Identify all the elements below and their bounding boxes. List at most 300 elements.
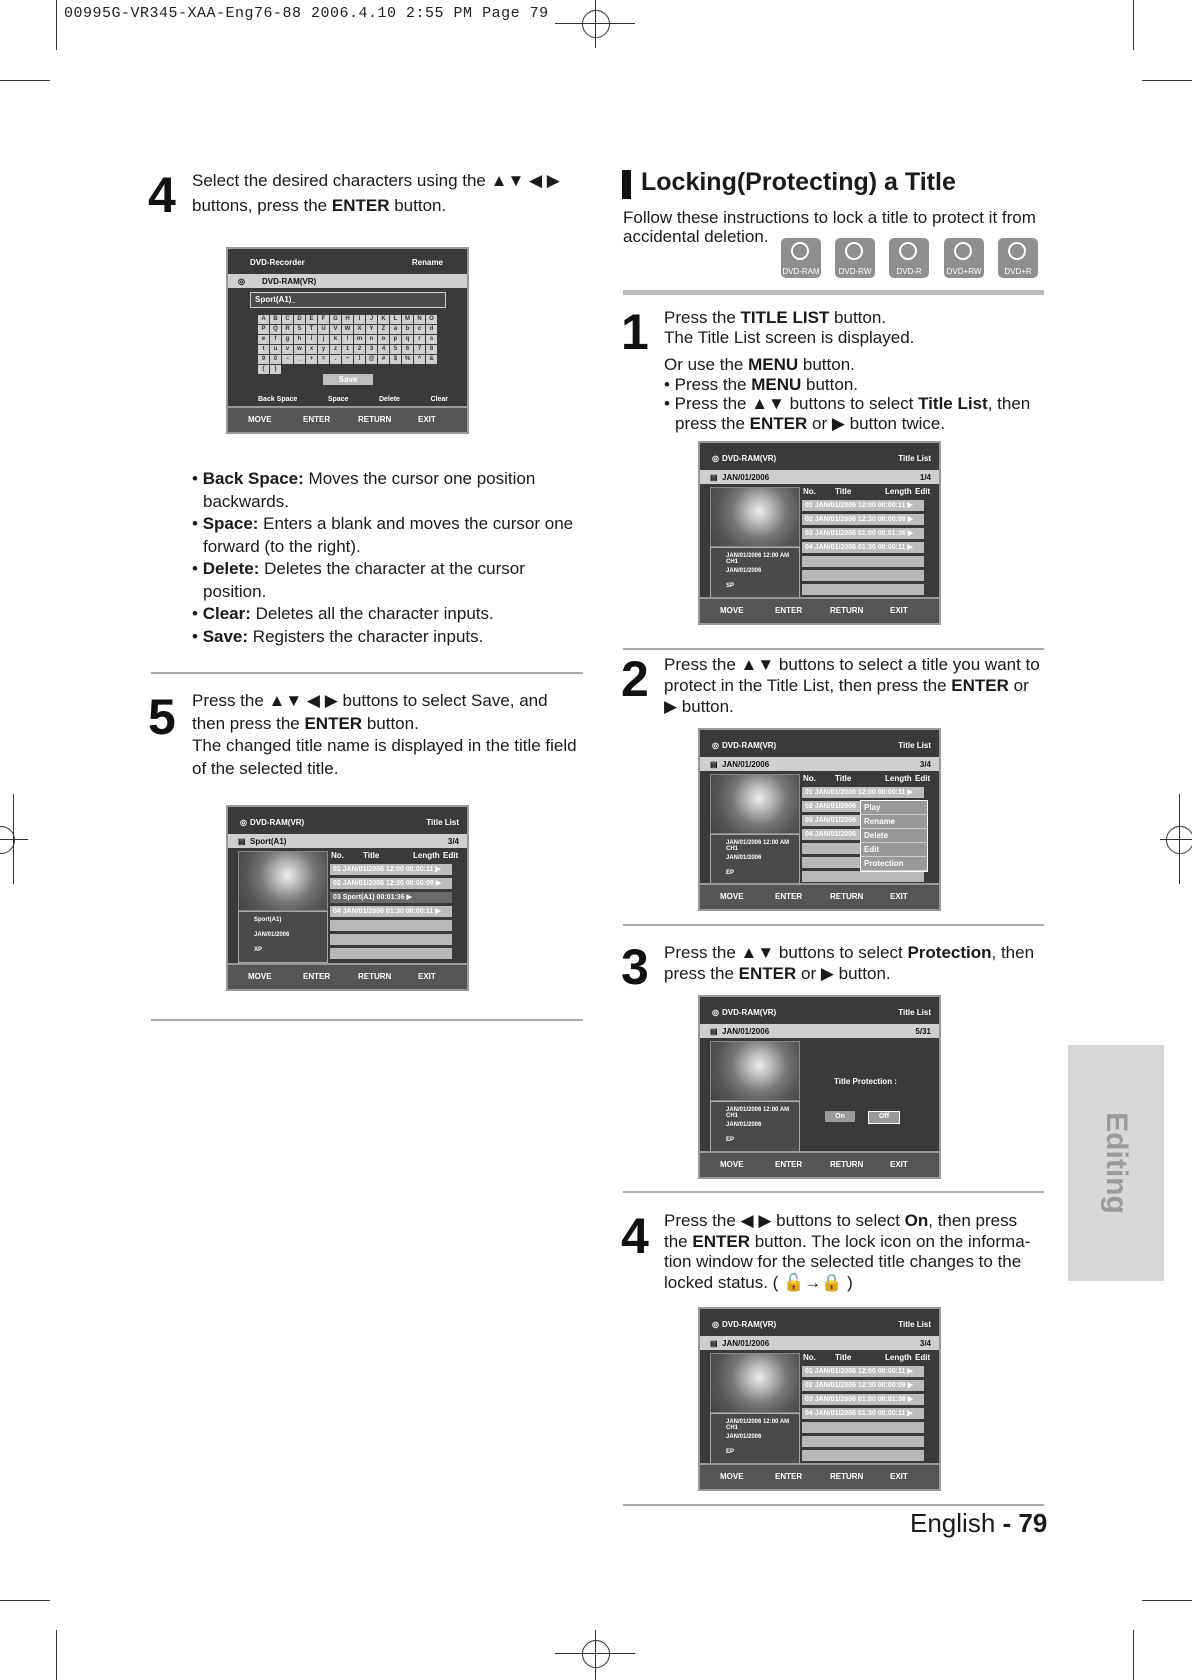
step-number: 2 <box>621 651 649 707</box>
step-1-text <box>664 308 1064 433</box>
side-tab-label: Editing <box>1100 1112 1133 1214</box>
dvd-plus-rw-icon: DVD+RW <box>944 238 984 278</box>
disc-label: DVD-RAM(VR) <box>250 818 305 827</box>
col-length: Length <box>885 487 912 496</box>
key-button[interactable]: I <box>354 315 365 324</box>
key-button[interactable]: = <box>318 355 329 364</box>
info-date: JAN/01/2006 <box>726 1122 762 1128</box>
exit-label: EXIT <box>418 415 436 424</box>
move-label: MOVE <box>720 1160 744 1169</box>
info-mode: SP <box>726 583 735 589</box>
table-row-empty <box>802 570 924 581</box>
key-button[interactable]: . <box>330 355 341 364</box>
key-button[interactable]: t <box>258 345 269 354</box>
key-button[interactable]: Y <box>366 325 377 334</box>
key-button[interactable]: D <box>294 315 305 324</box>
key-button[interactable]: h <box>294 335 305 344</box>
key-button[interactable]: a <box>390 325 401 334</box>
crop-mark <box>56 0 57 50</box>
divider <box>623 648 1044 650</box>
enter-label: ENTER <box>775 606 803 615</box>
table-row[interactable]: 02 JAN/01/2006 12:30 00:00:09 ▶ <box>802 514 924 525</box>
registration-line <box>1160 839 1192 840</box>
step-number: 4 <box>148 167 176 223</box>
step-line: press the ENTER or ▶ button twice. <box>675 413 946 433</box>
title-count: 1/4 <box>919 473 931 482</box>
bullet-space: • Space: Enters a blank and moves the cursor one <box>192 514 574 533</box>
title-count: 5/31 <box>915 1027 931 1036</box>
title-name: Sport(A1) <box>250 837 287 846</box>
key-button[interactable]: y <box>318 345 329 354</box>
divider <box>623 924 1044 926</box>
table-row[interactable]: 04 JAN/01/2006 <box>802 829 924 840</box>
key-button[interactable]: ! <box>354 355 365 364</box>
enter-label: ENTER <box>775 1160 803 1169</box>
title-bar <box>228 834 467 848</box>
move-label: MOVE <box>248 972 272 981</box>
bullet-cont: backwards. <box>203 491 289 511</box>
key-button[interactable]: n <box>366 335 377 344</box>
key-button[interactable]: w <box>294 345 305 354</box>
step-line: tion window for the selected title changes to the <box>664 1252 1022 1271</box>
title-icon: ▤ <box>238 837 246 846</box>
title-list-screen <box>226 805 469 991</box>
col-edit: Edit <box>915 774 931 783</box>
footer-dash: - <box>995 1508 1019 1538</box>
info-title: JAN/01/2006 12:00 AM CH1 <box>726 1107 790 1119</box>
popup-delete[interactable]: Delete <box>861 829 927 843</box>
screen-mode: Title List <box>898 1320 931 1329</box>
key-button[interactable]: % <box>402 355 413 364</box>
title-list-screen-4 <box>698 1307 941 1491</box>
disc-icon: ◎ <box>712 1320 719 1329</box>
key-button[interactable]: f <box>270 335 281 344</box>
key-button[interactable]: O <box>426 315 437 324</box>
disc-bar <box>228 274 467 288</box>
screen-nav <box>228 963 467 989</box>
disc-icon: ◎ <box>712 741 719 750</box>
key-button[interactable]: b <box>402 325 413 334</box>
step-line: Press the TITLE LIST button. <box>664 308 887 327</box>
title-bar <box>700 1024 939 1038</box>
thumbnail <box>710 774 800 834</box>
key-button[interactable]: K <box>378 315 389 324</box>
page-footer <box>910 1508 1047 1539</box>
divider <box>151 672 583 674</box>
key-button[interactable]: v <box>282 345 293 354</box>
col-title: Title <box>835 774 852 783</box>
disc-label: DVD-RAM(VR) <box>722 741 777 750</box>
dvd-rw-icon: DVD-RW <box>835 238 875 278</box>
title-icon: ▤ <box>710 1027 718 1036</box>
step-line: Press the ▲▼ ◀ ▶ buttons to select Save, and <box>192 691 548 710</box>
title-name: JAN/01/2006 <box>722 1339 770 1348</box>
info-window <box>710 834 800 886</box>
dvd-plus-r-icon: DVD+R <box>998 238 1038 278</box>
key-button[interactable]: 1 <box>342 345 353 354</box>
key-button[interactable]: W <box>342 325 353 334</box>
key-button[interactable]: p <box>390 335 401 344</box>
thumbnail <box>238 851 328 911</box>
table-row-empty <box>802 556 924 567</box>
key-button[interactable]: G <box>330 315 341 324</box>
key-button[interactable]: ^ <box>414 355 425 364</box>
key-button[interactable]: k <box>330 335 341 344</box>
step-line: the ENTER button. The lock icon on the informa- <box>664 1231 1031 1251</box>
bullet-list <box>192 468 592 648</box>
title-name: JAN/01/2006 <box>722 473 770 482</box>
table-row[interactable]: 03 JAN/01/2006 01:00 00:01:36 ▶ <box>802 528 924 539</box>
exit-label: EXIT <box>890 606 908 615</box>
key-button[interactable]: P <box>258 325 269 334</box>
key-button[interactable]: r <box>414 335 425 344</box>
key-button[interactable]: Q <box>270 325 281 334</box>
info-date: JAN/01/2006 <box>726 568 762 574</box>
info-window <box>710 1101 800 1153</box>
key-button[interactable]: 7 <box>414 345 425 354</box>
key-button[interactable]: q <box>402 335 413 344</box>
key-button[interactable]: H <box>342 315 353 324</box>
step-number: 4 <box>621 1208 649 1264</box>
bullet-cont: position. <box>203 581 267 601</box>
crop-mark <box>1142 80 1192 81</box>
key-button[interactable]: e <box>258 335 269 344</box>
protection-prompt: Title Protection : <box>834 1077 897 1086</box>
divider <box>623 1191 1044 1193</box>
key-button[interactable]: # <box>378 355 389 364</box>
registration-mark <box>582 10 610 38</box>
step-line: Select the desired characters using the ▲▼ ◀ ▶ <box>192 171 560 190</box>
hint-clear: Clear <box>430 396 448 403</box>
title-icon: ▤ <box>710 760 718 769</box>
screen-mode: Title List <box>898 741 931 750</box>
screen-mode: Title List <box>898 1008 931 1017</box>
return-label: RETURN <box>830 606 864 615</box>
col-edit: Edit <box>443 851 459 860</box>
popup-protection[interactable]: Protection <box>861 857 927 871</box>
key-button[interactable]: F <box>318 315 329 324</box>
step-line: press the ENTER or ▶ button. <box>664 964 891 983</box>
divider <box>151 1019 583 1021</box>
col-title: Title <box>835 1353 852 1362</box>
crop-mark <box>1142 1600 1192 1601</box>
title-bar <box>700 1336 939 1350</box>
step-line: The Title List screen is displayed. <box>664 327 915 347</box>
screen-nav <box>700 1463 939 1489</box>
info-date: JAN/01/2006 <box>726 1434 762 1440</box>
step-line: Press the ◀ ▶ buttons to select On, then press <box>664 1211 1018 1230</box>
table-row-empty <box>802 1450 924 1461</box>
title-list-screen-2 <box>698 728 941 911</box>
character-keyboard[interactable] <box>258 315 437 374</box>
crop-mark <box>1133 0 1134 50</box>
exit-label: EXIT <box>890 1160 908 1169</box>
title-bar <box>700 470 939 484</box>
protection-on-button[interactable]: On <box>825 1111 855 1122</box>
key-button[interactable]: N <box>414 315 425 324</box>
key-button[interactable]: i <box>306 335 317 344</box>
key-button[interactable]: L <box>390 315 401 324</box>
info-window <box>710 1413 800 1465</box>
screen-nav <box>700 883 939 909</box>
key-button[interactable]: 8 <box>426 345 437 354</box>
key-button[interactable]: J <box>366 315 377 324</box>
protection-off-button[interactable]: Off <box>868 1111 900 1124</box>
screen-mode: Title List <box>898 454 931 463</box>
thumbnail <box>710 487 800 547</box>
screen-mode: Rename <box>411 258 443 267</box>
key-button[interactable]: Z <box>378 325 389 334</box>
key-button[interactable]: @ <box>366 355 377 364</box>
key-button[interactable]: z <box>330 345 341 354</box>
page-title: Locking(Protecting) a Title <box>641 168 956 196</box>
return-label: RETURN <box>830 1472 864 1481</box>
key-button[interactable]: 4 <box>378 345 389 354</box>
return-label: RETURN <box>358 972 392 981</box>
key-button[interactable]: ) <box>270 365 281 374</box>
move-label: MOVE <box>720 1472 744 1481</box>
screen-nav <box>700 597 939 623</box>
rename-input[interactable]: Sport(A1)_ <box>250 292 446 308</box>
key-button[interactable]: X <box>354 325 365 334</box>
bullet-save: • Save: Registers the character inputs. <box>192 626 484 646</box>
table-row[interactable]: 03 JAN/01/2006 01:00 00:01:36 ▶ <box>802 1394 924 1405</box>
registration-line <box>595 1630 596 1680</box>
table-row-selected[interactable]: 03 Sport(A1) 00:01:36 ▶ <box>330 892 452 903</box>
key-button[interactable]: A <box>258 315 269 324</box>
table-row-empty <box>802 871 924 882</box>
title-icon: ▤ <box>710 473 718 482</box>
disc-label: DVD-RAM(VR) <box>722 1008 777 1017</box>
col-no: No. <box>803 774 816 783</box>
title-count: 3/4 <box>919 1339 931 1348</box>
col-length: Length <box>413 851 440 860</box>
step-line: Press the ▲▼ buttons to select Protection, then <box>664 943 1035 962</box>
title-name: JAN/01/2006 <box>722 760 770 769</box>
table-row-empty <box>802 1436 924 1447</box>
key-button[interactable]: + <box>306 355 317 364</box>
col-title: Title <box>363 851 380 860</box>
info-window <box>238 911 328 963</box>
table-row[interactable]: 01 JAN/01/2006 12:00 00:00:11 ▶ <box>330 864 452 875</box>
key-button[interactable]: 0 <box>270 355 281 364</box>
key-button[interactable]: T <box>306 325 317 334</box>
key-button[interactable]: d <box>426 325 437 334</box>
info-date: JAN/01/2006 <box>254 932 290 938</box>
info-title: Sport(A1) <box>254 917 282 923</box>
move-label: MOVE <box>248 415 272 424</box>
info-mode: EP <box>726 870 735 876</box>
rename-hints <box>258 396 448 403</box>
col-title: Title <box>835 487 852 496</box>
info-title: JAN/01/2006 12:00 AM CH1 <box>726 840 790 852</box>
registration-line <box>595 0 596 48</box>
screen-nav <box>228 406 467 432</box>
popup-play[interactable]: Play <box>861 801 927 815</box>
key-button[interactable]: j <box>318 335 329 344</box>
col-length: Length <box>885 1353 912 1362</box>
step-line: ▶ button. <box>664 697 734 716</box>
registration-line <box>0 839 28 840</box>
step-2-text <box>664 654 1064 717</box>
info-title: JAN/01/2006 12:00 AM CH1 <box>726 1419 790 1431</box>
step-line: protect in the Title List, then press the ENTER or <box>664 676 1029 695</box>
enter-label: ENTER <box>303 415 331 424</box>
screen-nav <box>700 1151 939 1177</box>
info-mode: XP <box>254 947 263 953</box>
key-button[interactable]: C <box>282 315 293 324</box>
key-button[interactable]: M <box>402 315 413 324</box>
table-row[interactable]: 03 JAN/01/2006 <box>802 815 924 826</box>
key-button[interactable]: 5 <box>390 345 401 354</box>
col-edit: Edit <box>915 487 931 496</box>
enter-label: ENTER <box>775 1472 803 1481</box>
col-length: Length <box>885 774 912 783</box>
table-row-empty <box>802 1422 924 1433</box>
disc-icon: ◎ <box>240 818 247 827</box>
screen-title: DVD-Recorder <box>250 258 305 267</box>
bullet-back-space: • Back Space: Moves the cursor one position <box>192 469 536 488</box>
key-button[interactable]: 2 <box>354 345 365 354</box>
return-label: RETURN <box>358 415 392 424</box>
table-row[interactable]: 02 JAN/01/2006 12:30 00:00:09 ▶ <box>802 1380 924 1391</box>
key-button[interactable]: E <box>306 315 317 324</box>
table-row[interactable]: 04 JAN/01/2006 01:30 00:00:11 ▶ <box>330 906 452 917</box>
step-line: The changed title name is displayed in the title field <box>192 736 577 755</box>
key-button[interactable]: _ <box>294 355 305 364</box>
return-label: RETURN <box>830 892 864 901</box>
col-edit: Edit <box>915 1353 931 1362</box>
title-icon: ▤ <box>710 1339 718 1348</box>
disc-label: DVD-RAM(VR) <box>262 277 317 286</box>
table-row-empty <box>330 934 452 945</box>
key-button[interactable]: ~ <box>342 355 353 364</box>
exit-label: EXIT <box>890 892 908 901</box>
key-button[interactable]: c <box>414 325 425 334</box>
table-row-empty <box>802 584 924 595</box>
save-key[interactable]: Save <box>323 374 373 385</box>
key-button[interactable]: o <box>378 335 389 344</box>
key-button[interactable]: R <box>282 325 293 334</box>
title-list-screen-1 <box>698 441 941 625</box>
step-line: • Press the MENU button. <box>664 374 858 394</box>
section-divider <box>623 290 1044 295</box>
key-button[interactable]: 9 <box>258 355 269 364</box>
key-button[interactable]: $ <box>390 355 401 364</box>
key-button[interactable]: - <box>282 355 293 364</box>
page-number: 79 <box>1018 1508 1048 1538</box>
step-3-text <box>664 942 1064 984</box>
bullet-cont: forward (to the right). <box>203 536 361 556</box>
step-line: Or use the MENU button. <box>664 355 855 374</box>
disc-icon: ◎ <box>238 277 245 286</box>
key-button[interactable]: s <box>426 335 437 344</box>
key-button[interactable]: l <box>342 335 353 344</box>
key-button[interactable]: U <box>318 325 329 334</box>
title-count: 3/4 <box>447 837 459 846</box>
table-row[interactable]: 01 JAN/01/2006 12:00 00:00:11 ▶ <box>802 787 924 798</box>
key-button[interactable]: & <box>426 355 437 364</box>
crop-mark <box>1133 1630 1134 1680</box>
step-line: of the selected title. <box>192 758 339 778</box>
disc-icon: ◎ <box>712 454 719 463</box>
dvd-r-icon: DVD-R <box>889 238 929 278</box>
key-button[interactable]: B <box>270 315 281 324</box>
table-row[interactable]: 01 JAN/01/2006 12:00 00:00:11 ▶ <box>802 500 924 511</box>
table-row[interactable]: 04 JAN/01/2006 01:30 00:00:11 ▶ <box>802 1408 924 1419</box>
info-title: JAN/01/2006 12:00 AM CH1 <box>726 553 790 565</box>
key-button[interactable]: u <box>270 345 281 354</box>
exit-label: EXIT <box>890 1472 908 1481</box>
key-button[interactable]: V <box>330 325 341 334</box>
step-4-text <box>192 170 592 216</box>
step-5-text <box>192 690 592 780</box>
step-4-protect-text <box>664 1211 1064 1293</box>
popup-edit[interactable]: Edit <box>861 843 927 857</box>
heading-marker <box>622 170 631 199</box>
key-button[interactable]: S <box>294 325 305 334</box>
title-bar <box>700 757 939 771</box>
popup-rename[interactable]: Rename <box>861 815 927 829</box>
step-line: locked status. ( 🔓→🔒 ) <box>664 1272 853 1292</box>
disc-icon: ◎ <box>712 1008 719 1017</box>
crop-mark <box>56 1630 57 1680</box>
step-line: Press the ▲▼ buttons to select a title you want to <box>664 655 1040 674</box>
rename-screen <box>226 247 469 434</box>
table-row-empty <box>330 948 452 959</box>
bullet-clear: • Clear: Deletes all the character inputs. <box>192 604 494 623</box>
registration-mark <box>582 1640 610 1668</box>
col-no: No. <box>803 487 816 496</box>
intro-line: accidental deletion. <box>623 227 769 246</box>
registration-line <box>13 794 14 884</box>
table-row[interactable]: 02 JAN/01/2006 12:30 00:00:09 ▶ <box>330 878 452 889</box>
col-no: No. <box>803 1353 816 1362</box>
intro-line: Follow these instructions to lock a title to protect it from <box>623 208 1036 227</box>
step-number: 1 <box>621 304 649 360</box>
table-row[interactable]: 01 JAN/01/2006 12:00 00:00:11 ▶ <box>802 1366 924 1377</box>
crop-mark <box>0 1600 50 1601</box>
key-button[interactable]: 3 <box>366 345 377 354</box>
hint-delete: Delete <box>378 396 400 403</box>
key-button[interactable]: g <box>282 335 293 344</box>
key-button[interactable]: ( <box>258 365 269 374</box>
hint-space: Space <box>327 396 349 403</box>
info-mode: EP <box>726 1449 735 1455</box>
key-button[interactable]: m <box>354 335 365 344</box>
edit-popup-menu <box>860 800 928 872</box>
thumbnail <box>710 1041 800 1101</box>
table-row[interactable]: 04 JAN/01/2006 01:30 00:00:11 ▶ <box>802 542 924 553</box>
hint-back-space: Back Space <box>258 396 298 403</box>
info-mode: EP <box>726 1137 735 1143</box>
key-button[interactable]: 6 <box>402 345 413 354</box>
divider <box>623 1504 1044 1506</box>
enter-label: ENTER <box>303 972 331 981</box>
table-row[interactable]: 02 JAN/01/2006 <box>802 801 924 812</box>
key-button[interactable]: x <box>306 345 317 354</box>
return-label: RETURN <box>830 1160 864 1169</box>
move-label: MOVE <box>720 892 744 901</box>
disc-label: DVD-RAM(VR) <box>722 454 777 463</box>
dvd-ram-icon: DVD-RAM <box>781 238 821 278</box>
title-count: 3/4 <box>919 760 931 769</box>
disc-label: DVD-RAM(VR) <box>722 1320 777 1329</box>
col-no: No. <box>331 851 344 860</box>
step-line: then press the ENTER button. <box>192 713 419 733</box>
footer-language: English <box>910 1508 996 1538</box>
step-number: 5 <box>148 689 176 745</box>
